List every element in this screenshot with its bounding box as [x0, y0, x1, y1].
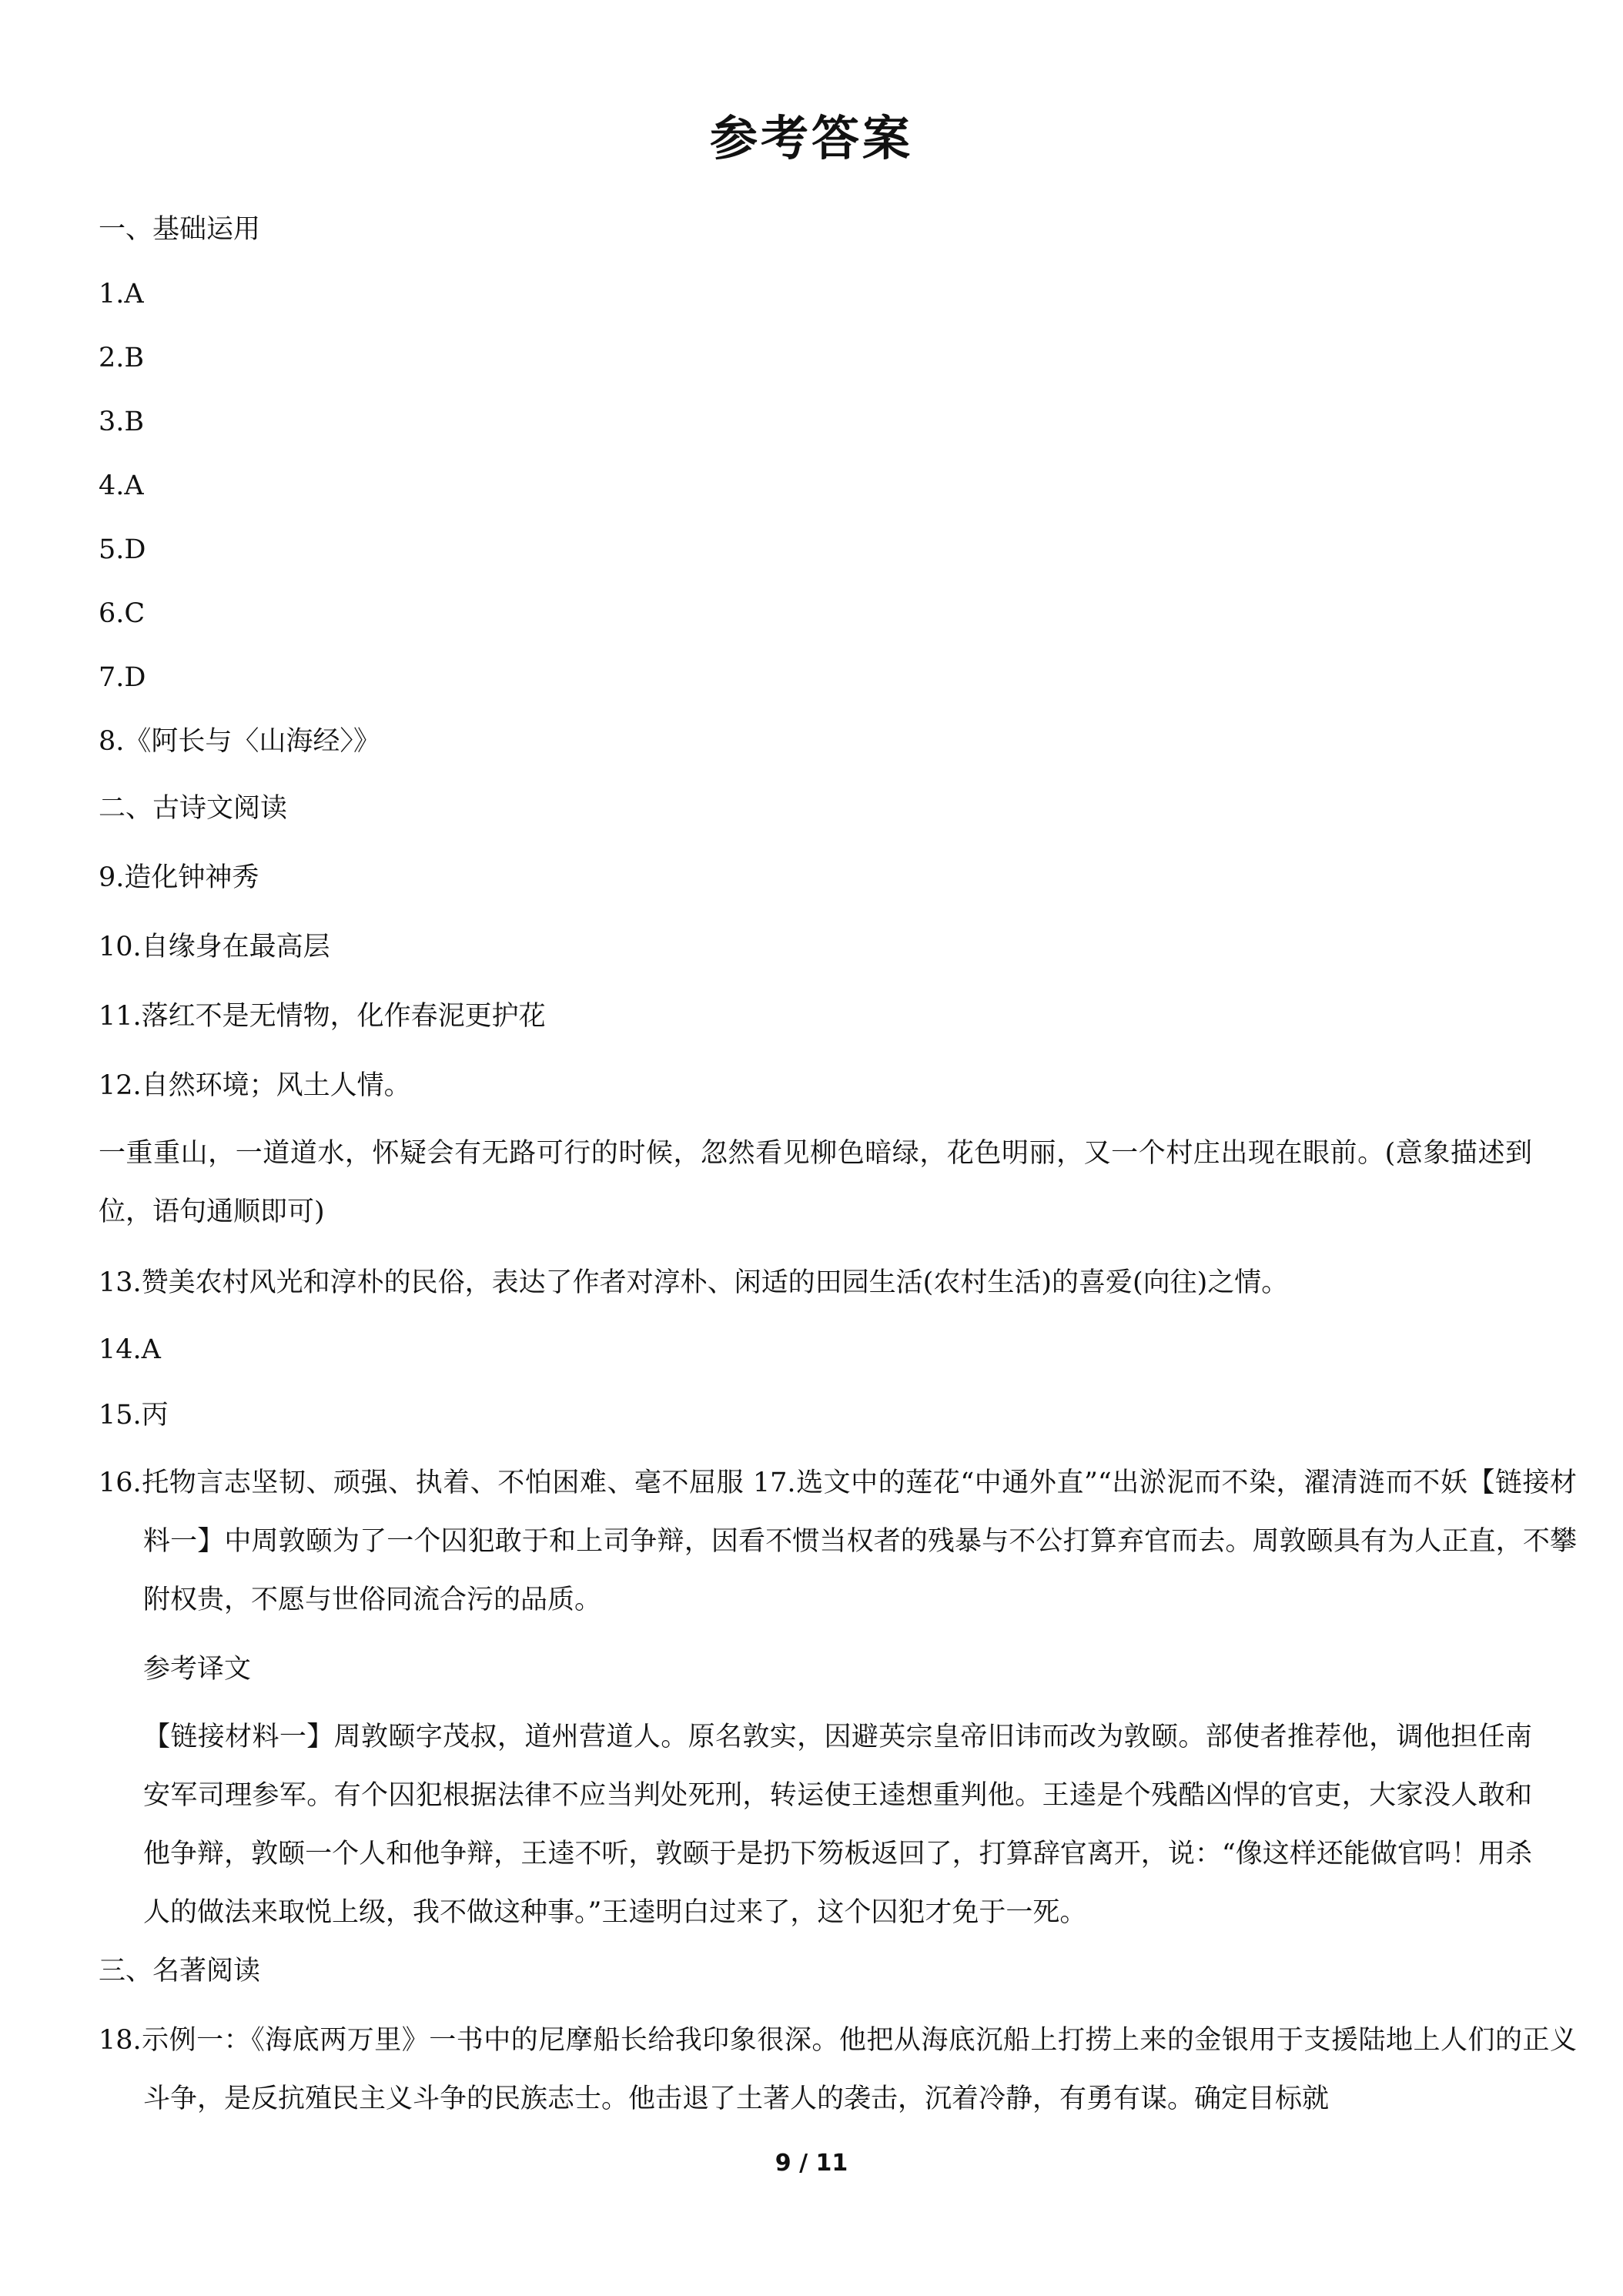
section-heading-poetry: 二、古诗文阅读 — [99, 793, 288, 824]
answer-16-17: 16.托物言志坚韧、顽强、执着、不怕困难、毫不屈服 17.选文中的莲花“中通外直”“出淤泥而不染，濯清涟而不妖【链接材料一】中周敦颐为了一个囚犯敢于和上司争辩，因看不惯当权者的残暴与不公打算弃官而去。周敦颐具有为人正直，不攀附权贵，不愿与世俗同流合污的品质。 — [99, 1468, 1577, 1615]
answer-4: 4.A — [99, 470, 144, 501]
answer-12-explanation: 一重重山，一道道水，怀疑会有无路可行的时候，忽然看见柳色暗绿，花色明丽，又一个村庄出现在眼前。(意象描述到位，语句通顺即可) — [99, 1138, 1532, 1227]
page-indicator: 9 / 11 — [775, 2150, 848, 2177]
answer-5: 5.D — [99, 534, 146, 565]
answer-6: 6.C — [99, 598, 146, 629]
translation-text: 【链接材料一】周敦颐字茂叔，道州营道人。原名敦实，因避英宗皇帝旧讳而改为敦颐。部使者推荐他，调他担任南安军司理参军。有个囚犯根据法律不应当判处死刑，转运使王逵想重判他。王逵是个残酷凶悍的官吏，大家没人敢和他争辩，敦颐一个人和他争辩，王逵不听，敦颐于是扔下笏板返回了，打算辞官离开，说：“像这样还能做官吗！用杀人的做法来取悦上级，我不做这种事。”王逵明白过来了，这个囚犯才免于一死。 — [143, 1722, 1532, 1928]
section-heading-classics: 三、名著阅读 — [99, 1956, 261, 1986]
answer-8: 8.《阿长与〈山海经〉》 — [99, 726, 380, 757]
answer-14: 14.A — [99, 1334, 161, 1365]
answer-11: 11.落红不是无情物，化作春泥更护花 — [99, 1001, 546, 1032]
translation-heading: 参考译文 — [143, 1654, 252, 1685]
answer-2: 2.B — [99, 343, 145, 373]
answer-12: 12.自然环境；风土人情。 — [99, 1070, 411, 1101]
section-heading-basic: 一、基础运用 — [99, 214, 261, 245]
answer-15: 15.丙 — [99, 1400, 169, 1431]
answer-1: 1.A — [99, 279, 144, 310]
answer-10: 10.自缘身在最高层 — [99, 932, 330, 962]
answer-9: 9.造化钟神秀 — [99, 862, 259, 893]
page-title: 参考答案 — [709, 110, 913, 166]
answer-18: 18.示例一：《海底两万里》一书中的尼摩船长给我印象很深。他把从海底沉船上打捞上来的金银用于支援陆地上人们的正义斗争，是反抗殖民主义斗争的民族志士。他击退了土著人的袭击，沉着冷静，有勇有谋。确定目标就 — [99, 2025, 1577, 2114]
answer-13: 13.赞美农村风光和淳朴的民俗，表达了作者对淳朴、闲适的田园生活(农村生活)的喜爱(向往)之情。 — [99, 1267, 1289, 1298]
answer-3: 3.B — [99, 407, 145, 437]
answer-7: 7.D — [99, 662, 146, 693]
